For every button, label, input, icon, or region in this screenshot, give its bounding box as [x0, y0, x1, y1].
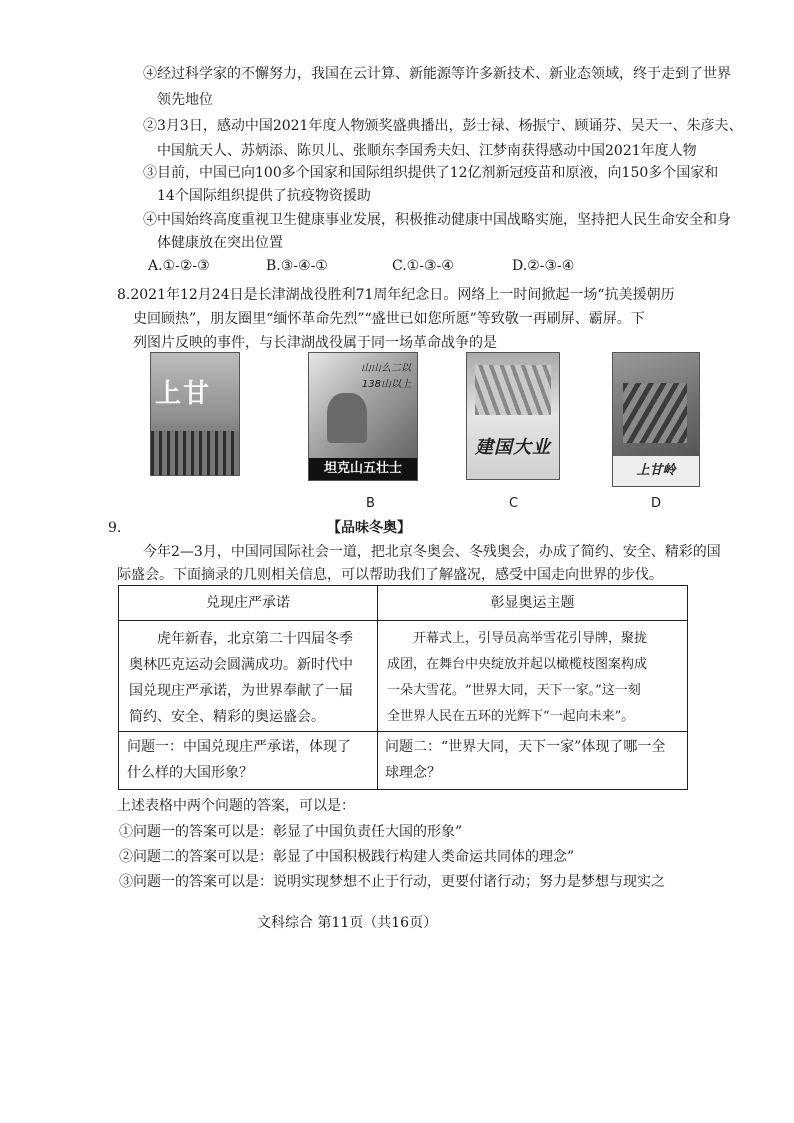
figure-b-image: [308, 352, 418, 481]
figure-label-c: C: [509, 496, 519, 511]
answer-2: ②问题二的答案可以是：彰显了中国积极践行构建人类命运共同体的理念”: [119, 849, 575, 865]
option-3-line-2: 14个国际组织提供了抗疫物资援助: [157, 188, 371, 204]
figure-b-handwriting: 山山么二以: [361, 363, 411, 374]
figure-b-handwriting-2: 138山以上: [361, 379, 411, 390]
figure-d-battle-scene: [623, 383, 687, 443]
table-cell-2-line-2: 成团，在舞台中央绽放并起以橄榄枝图案构成: [387, 657, 648, 672]
table-cell-1-line-2: 奥林匹克运动会圆满成功。新时代中: [129, 657, 353, 673]
option-3-line-1: ③目前，中国已向100多个国家和国际组织提供了12亿剂新冠疫苗和原液，向150多个国家和: [143, 165, 719, 181]
table-cell-1-line-1: 虎年新春，北京第二十四届冬季: [157, 631, 353, 647]
table-header-divider: [119, 620, 687, 621]
figure-d-image: [612, 352, 700, 487]
table-cell-1-line-3: 国兑现庄严承诺，为世界奉献了一届: [129, 683, 353, 699]
table-header-1: 兑现庄严承诺: [206, 595, 290, 611]
figure-c-title: 建国大业: [475, 437, 551, 458]
table-question-2-line-2: 球理念？: [385, 765, 441, 781]
q8-line-2: 史回顾热”，朋友圈里“缅怀革命先烈”“盛世已如您所愿”等致敬一再刷屏、霸屏。下: [133, 311, 645, 327]
figure-c-image: [466, 352, 560, 480]
table-cell-1-line-4: 简约、安全、精彩的奥运盛会。: [129, 709, 325, 725]
option-4-line-2: 体健康放在突出位置: [157, 235, 283, 251]
choice-b: B.③-④-①: [266, 258, 328, 274]
option-2-line-2: 中国航天人、苏炳添、陈贝儿、张顺东李国秀夫妇、江梦南获得感动中国2021年度人物: [157, 143, 697, 159]
figure-b-title: 坦克山五壮士: [309, 458, 417, 480]
figure-label-d: D: [651, 496, 662, 511]
table-cell-2: [387, 626, 647, 730]
page-footer: 文科综合 第11页（共16页）: [257, 915, 438, 931]
q9-intro-line-1: 今年2—3月，中国同国际社会一道，把北京冬奥会、冬残奥会，办成了简约、安全、精彩的国: [143, 544, 721, 560]
table-cell-2-line-4: 全世界人民在五环的光辉下“一起向未来”。: [387, 709, 635, 724]
info-table: [118, 585, 688, 790]
option-2-line-1: ②3月3日，感动中国2021年度人物颁奖盛典播出，彭士禄、杨振宁、顾诵芬、吴天一、朱彦夫、: [143, 118, 743, 134]
table-question-1-line-2: 什么样的大国形象？: [127, 765, 253, 781]
choice-c: C.①-③-④: [392, 258, 454, 274]
q8-line-3: 列图片反映的事件，与长津湖战役属于同一场革命战争的是: [133, 335, 497, 351]
table-question-divider: [119, 731, 687, 732]
figure-d-title: 上甘岭: [613, 456, 699, 486]
figure-a-image: [150, 352, 240, 476]
figure-c-scene: [475, 365, 551, 415]
option-1-line-1: ④经过科学家的不懈努力，我国在云计算、新能源等许多新技术、新业态领域，终于走到了世界: [143, 66, 731, 82]
choice-a: A.①-②-③: [148, 258, 210, 274]
table-cell-2-line-1: 开幕式上，引导员高举雪花引导牌，聚拢: [413, 631, 648, 646]
table-question-2-line-1: 问题二：“世界大同，天下一家”体现了哪一全: [385, 739, 666, 755]
option-1-line-2: 领先地位: [157, 92, 213, 108]
option-4-line-1: ④中国始终高度重视卫生健康事业发展，积极推动健康中国战略实施，坚持把人民生命安全和身: [143, 212, 731, 228]
table-cell-1: [129, 626, 353, 730]
q9-title: 【品味冬奥】: [327, 520, 411, 536]
answer-1: ①问题一的答案可以是：彰显了中国负责任大国的形象”: [119, 824, 463, 840]
answer-intro: 上述表格中两个问题的答案，可以是：: [117, 798, 355, 814]
table-question-1: [127, 734, 351, 786]
table-header-2: 彰显奥运主题: [490, 595, 575, 611]
figure-b-soldiers: [327, 393, 367, 443]
table-cell-2-line-3: 一朵大雪花。“世界大同，天下一家。”这一刻: [387, 683, 641, 698]
table-question-1-line-1: 问题一：中国兑现庄严承诺，体现了: [127, 739, 351, 755]
answer-3: ③问题一的答案可以是：说明实现梦想不止于行动，更要付诸行动；努力是梦想与现实之: [119, 874, 665, 890]
figure-label-b: B: [366, 496, 375, 511]
table-question-2: [385, 734, 665, 786]
table-column-divider: [377, 586, 378, 789]
figure-a-crowd: [151, 431, 239, 475]
q9-number: 9.: [108, 520, 122, 536]
q8-line-1: 8.2021年12月24日是长津湖战役胜利71周年纪念日。网络上一时间掀起一场“抗美援朝历: [117, 287, 675, 303]
q9-intro-line-2: 际盛会。下面摘录的几则相关信息，可以帮助我们了解盛况，感受中国走向世界的步伐。: [117, 567, 663, 583]
choice-d: D.②-③-④: [512, 258, 575, 274]
figure-a-title: 上甘: [155, 379, 212, 409]
